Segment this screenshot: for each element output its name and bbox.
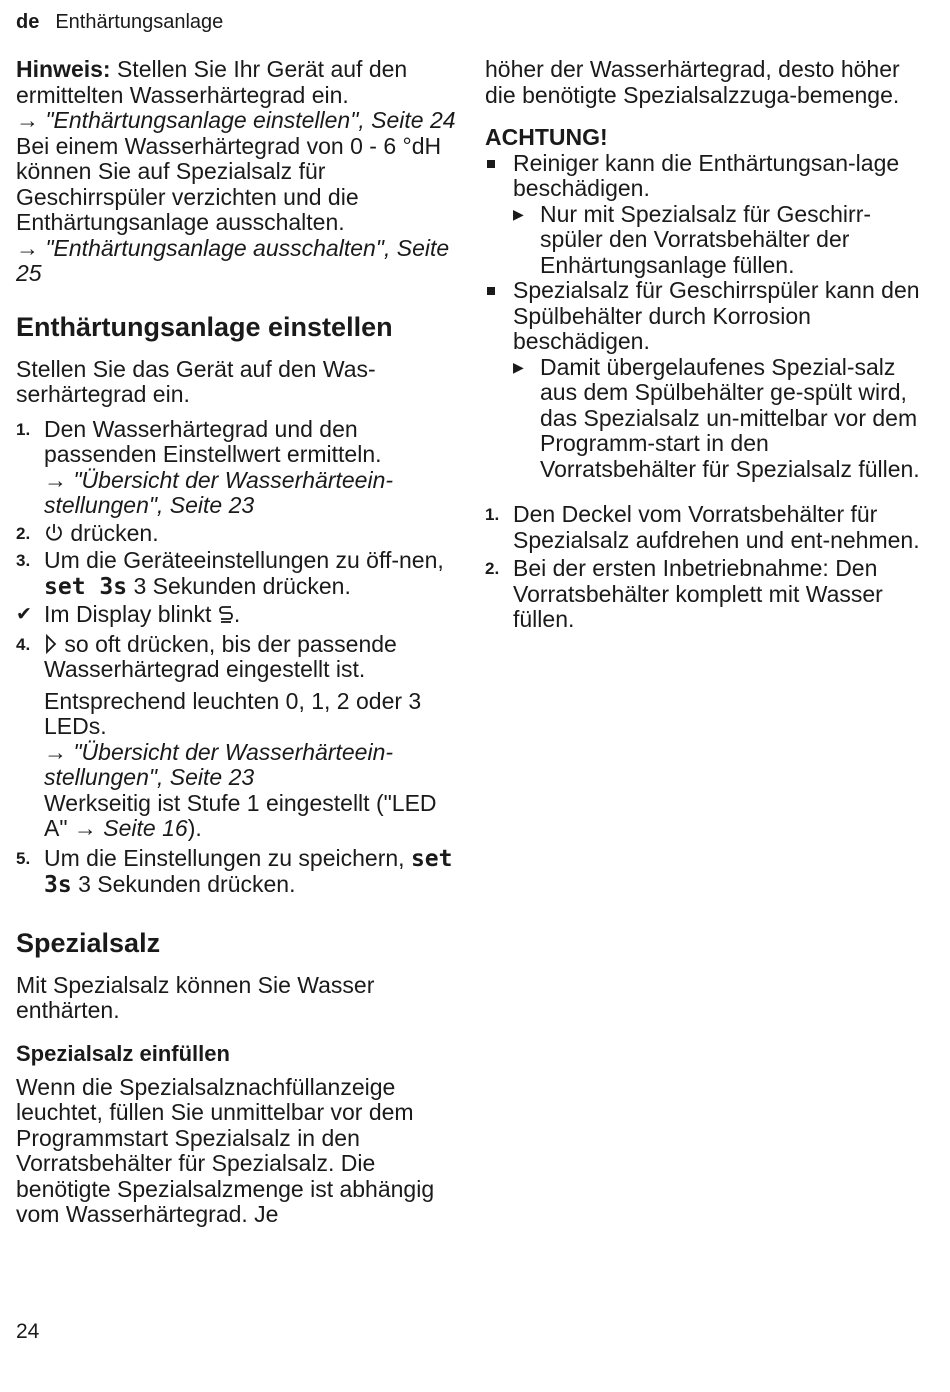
- spezialsalz-intro: Mit Spezialsalz können Sie Wasser enthärten.: [16, 971, 375, 1023]
- step-number: 5.: [16, 848, 31, 868]
- step-text: so oft drücken, bis der passende Wasserhärtegrad eingestellt ist.: [44, 630, 397, 682]
- step-5: [16, 846, 456, 899]
- warning-title: ACHTUNG!: [485, 124, 608, 150]
- step-4: [16, 632, 456, 842]
- bullet-square-icon: [487, 160, 495, 168]
- factory-setting-reference[interactable]: → Seite 16: [73, 815, 188, 841]
- step-info: Entsprechend leuchten 0, 1, 2 oder 3 LEDs.: [44, 687, 422, 739]
- factory-setting-tail: ).: [187, 815, 202, 841]
- page-number: 24: [16, 1320, 40, 1343]
- step-number: 3.: [16, 551, 31, 570]
- intro-text: Stellen Sie das Gerät auf den Was-serhärtegrad ein.: [16, 355, 376, 407]
- heading-enthaertung-einstellen: Enthärtungsanlage einstellen: [16, 311, 393, 342]
- bullet-square-icon: [487, 287, 495, 295]
- step-number: 2.: [485, 559, 500, 578]
- step-text: Um die Einstellungen zu speichern,: [44, 844, 405, 871]
- step-reference[interactable]: → "Übersicht der Wasserhärteein-stellungen", Seite 23: [44, 738, 394, 790]
- header-section: Enthärtungsanlage: [55, 11, 224, 33]
- warning-subtext: Nur mit Spezialsalz für Geschirr-spüler den Vorratsbehälter der Enhärtungsanlage füllen.: [540, 200, 872, 278]
- warning-text: Reiniger kann die Enthärtungsan-lage beschädigen.: [513, 149, 900, 201]
- step-1: [16, 417, 456, 519]
- running-header: [16, 9, 223, 35]
- step-number: 4.: [16, 634, 31, 654]
- step-3: [16, 548, 456, 600]
- step-text-tail: 3 Sekunden drücken.: [78, 871, 296, 897]
- set-3s-key: set 3s: [44, 845, 453, 898]
- step-text-tail: 3 Sekunden drücken.: [133, 572, 351, 599]
- fill-step-2: [485, 556, 925, 633]
- triangle-bullet-icon: ▶: [513, 205, 524, 222]
- einfuellen-text: Wenn die Spezialsalznachfüllanzeige leuchtet, füllen Sie unmittelbar vor dem Programmstart Spezialsalz in den Vorratsbehälter für Spezialsalz. Die benötigte Spezialsalzmenge ist abhängig vom Wasserhärtegrad. Je: [16, 1073, 435, 1227]
- note-text: Stellen Sie Ihr Gerät auf den ermittelten Wasserhärtegrad ein.: [16, 56, 408, 108]
- result-text: Im Display blinkt: [44, 601, 212, 627]
- left-column: [16, 57, 456, 1228]
- continued-text: höher der Wasserhärtegrad, desto höher die benötigte Spezialsalzzuga-bemenge.: [485, 56, 900, 108]
- step-text: Bei der ersten Inbetriebnahme: Den Vorratsbehälter komplett mit Wasser füllen.: [513, 555, 883, 632]
- set-3s-key: set 3s: [44, 573, 128, 600]
- step-text: drücken.: [70, 519, 159, 546]
- arrow-right-icon: [44, 631, 58, 657]
- checkmark-icon: ✔: [16, 604, 32, 625]
- heading-spezialsalz: Spezialsalz: [16, 927, 161, 958]
- warning-item-1: [485, 151, 925, 279]
- language-tag: de: [16, 11, 40, 33]
- step-2: [16, 521, 456, 547]
- step-number: 1.: [16, 419, 31, 439]
- factory-setting-text: Werkseitig ist Stufe 1 eingestellt ("LED A": [44, 789, 437, 841]
- warning-subitem-2: [513, 355, 925, 483]
- result-dot: .: [233, 601, 241, 627]
- heading-spezialsalz-einfuellen: Spezialsalz einfüllen: [16, 1040, 230, 1066]
- note-label: Hinweis:: [16, 56, 111, 82]
- note-reference-2[interactable]: → "Enthärtungsanlage ausschalten", Seite 25: [16, 234, 450, 286]
- steps-list: [16, 417, 456, 899]
- step-text: Den Deckel vom Vorratsbehälter für Spezialsalz aufdrehen und ent-nehmen.: [513, 501, 920, 553]
- step-reference[interactable]: → "Übersicht der Wasserhärteein-stellungen", Seite 23: [44, 466, 394, 518]
- step-text: Um die Geräteeinstellungen zu öff-nen,: [44, 547, 444, 573]
- note-reference-1[interactable]: → "Enthärtungsanlage einstellen", Seite 24: [16, 107, 456, 133]
- step-number: 2.: [16, 523, 31, 543]
- warning-subtext: Damit übergelaufenes Spezial-salz aus dem Spülbehälter ge-spült wird, das Spezialsalz un-mittelbar vor dem Programm-start in den Vorratsbehälter für Spezialsalz füllen.: [540, 353, 920, 482]
- warning-subitem-1: [513, 202, 925, 279]
- note-block: [16, 57, 456, 287]
- salt-display-icon: [218, 601, 234, 627]
- triangle-bullet-icon: ▶: [513, 358, 524, 375]
- warning-item-2: [485, 278, 925, 482]
- step-result: [16, 602, 456, 628]
- power-icon: [44, 520, 64, 546]
- step-number: 1.: [485, 505, 500, 524]
- fill-step-1: [485, 502, 925, 553]
- step-text: Den Wasserhärtegrad und den passenden Einstellwert ermitteln.: [44, 415, 382, 467]
- fill-steps-list: [485, 502, 925, 633]
- right-column: [485, 57, 925, 633]
- note-text-2: Bei einem Wasserhärtegrad von 0 - 6 °dH können Sie auf Spezialsalz für Geschirrspüler verzichten und die Enthärtungsanlage ausschalten.: [16, 132, 442, 235]
- warning-text: Spezialsalz für Geschirrspüler kann den Spülbehälter durch Korrosion beschädigen.: [513, 277, 920, 354]
